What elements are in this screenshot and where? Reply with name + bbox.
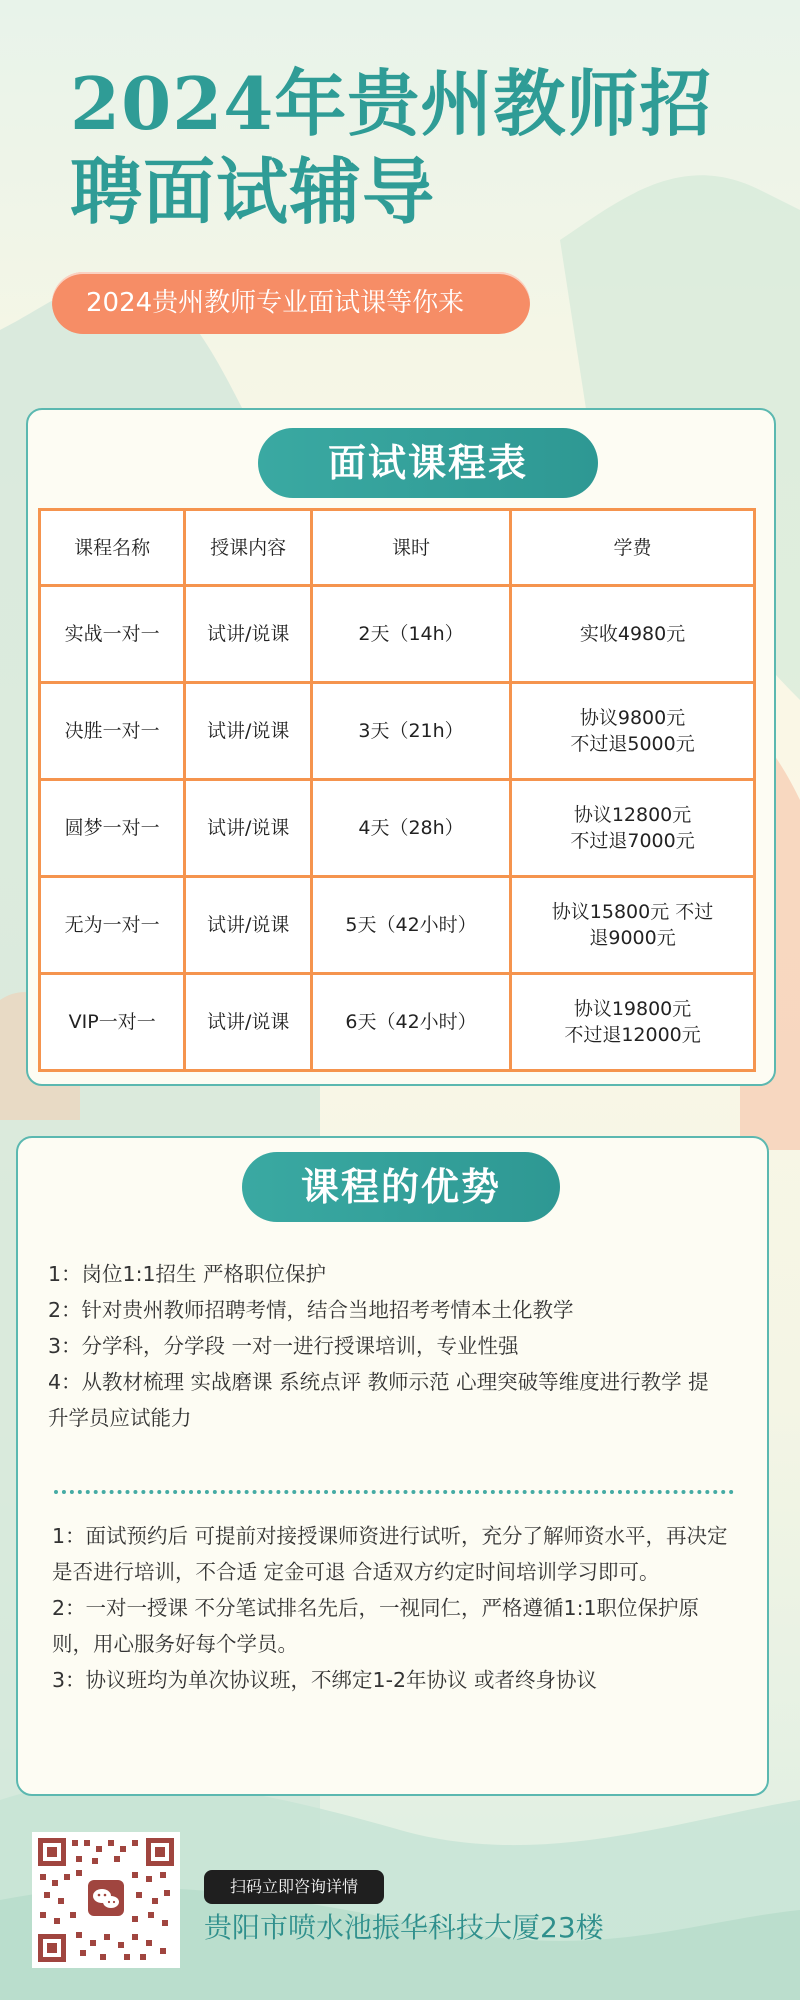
course-hours-cell: 2天（14h）: [311, 586, 510, 683]
scan-consult-tag: 扫码立即咨询详情: [204, 1870, 384, 1904]
course-name-cell: 圆梦一对一: [40, 780, 185, 877]
course-content-cell: 试讲/说课: [185, 683, 312, 780]
list-item: 3：协议班均为单次协议班，不绑定1-2年协议 或者终身协议: [52, 1668, 598, 1692]
course-content-cell: 试讲/说课: [185, 877, 312, 974]
course-hours-cell: 5天（42小时）: [311, 877, 510, 974]
fee-line: 不过退7000元: [570, 830, 695, 852]
course-hours-cell: 3天（21h）: [311, 683, 510, 780]
list-item: 1：面试预约后 可提前对接授课师资进行试听，充分了解师资水平，再决定是否进行培训，不合适 定金可退 合适双方约定时间培训学习即可。: [52, 1524, 728, 1584]
table-row: [40, 780, 755, 877]
table-row: [40, 683, 755, 780]
course-fee-cell: [511, 586, 755, 683]
fee-line: 协议19800元: [573, 998, 692, 1020]
course-name-cell: 实战一对一: [40, 586, 185, 683]
advantages-heading: 课程的优势: [242, 1152, 560, 1222]
fee-line: 退9000元: [589, 927, 676, 949]
course-content-cell: 试讲/说课: [185, 586, 312, 683]
fee-line: 不过退12000元: [564, 1024, 701, 1046]
advantages-card: [16, 1136, 769, 1796]
course-name-cell: VIP一对一: [40, 974, 185, 1071]
advantages-list: [48, 1256, 728, 1436]
course-content-cell: 试讲/说课: [185, 974, 312, 1071]
course-fee-cell: [511, 780, 755, 877]
list-item: 4：从教材梳理 实战磨课 系统点评 教师示范 心理突破等维度进行教学 提升学员应试能力: [48, 1370, 709, 1430]
course-name-cell: 无为一对一: [40, 877, 185, 974]
table-row: [40, 974, 755, 1071]
table-header-row: [40, 510, 755, 586]
course-fee-cell: [511, 683, 755, 780]
list-item: 2：针对贵州教师招聘考情，结合当地招考考情本土化教学: [48, 1298, 574, 1322]
column-header: 学费: [511, 510, 755, 586]
column-header: 授课内容: [185, 510, 312, 586]
course-fee-cell: [511, 974, 755, 1071]
course-fee-table: [38, 508, 756, 1072]
list-item: 3：分学科，分学段 一对一进行授课培训，专业性强: [48, 1334, 519, 1358]
fee-line: 不过退5000元: [570, 733, 695, 755]
address-text: 贵阳市喷水池振华科技大厦23楼: [204, 1911, 604, 1944]
fee-line: 协议9800元: [579, 707, 686, 729]
course-fee-cell: [511, 877, 755, 974]
course-schedule-card: [26, 408, 776, 1086]
course-schedule-heading: 面试课程表: [258, 428, 598, 498]
fee-line: 协议12800元: [573, 804, 692, 826]
column-header: 课时: [311, 510, 510, 586]
course-hours-cell: 6天（42小时）: [311, 974, 510, 1071]
course-name-cell: 决胜一对一: [40, 683, 185, 780]
column-header: 课程名称: [40, 510, 185, 586]
list-item: 2：一对一授课 不分笔试排名先后，一视同仁，严格遵循1:1职位保护原则，用心服务好每个学员。: [52, 1596, 700, 1656]
notes-list: [52, 1518, 732, 1698]
qr-code-graphic: [36, 1836, 176, 1964]
fee-line: 实收4980元: [579, 623, 686, 645]
dotted-divider: [54, 1490, 734, 1494]
poster-title: 2024年贵州教师招聘面试辅导: [70, 61, 713, 234]
course-content-cell: 试讲/说课: [185, 780, 312, 877]
course-hours-cell: 4天（28h）: [311, 780, 510, 877]
table-row: [40, 586, 755, 683]
table-row: [40, 877, 755, 974]
list-item: 1：岗位1:1招生 严格职位保护: [48, 1262, 327, 1286]
fee-line: 协议15800元 不过: [551, 901, 714, 923]
qr-code-icon[interactable]: [32, 1832, 180, 1968]
subtitle-pill: 2024贵州教师专业面试课等你来: [52, 272, 530, 334]
